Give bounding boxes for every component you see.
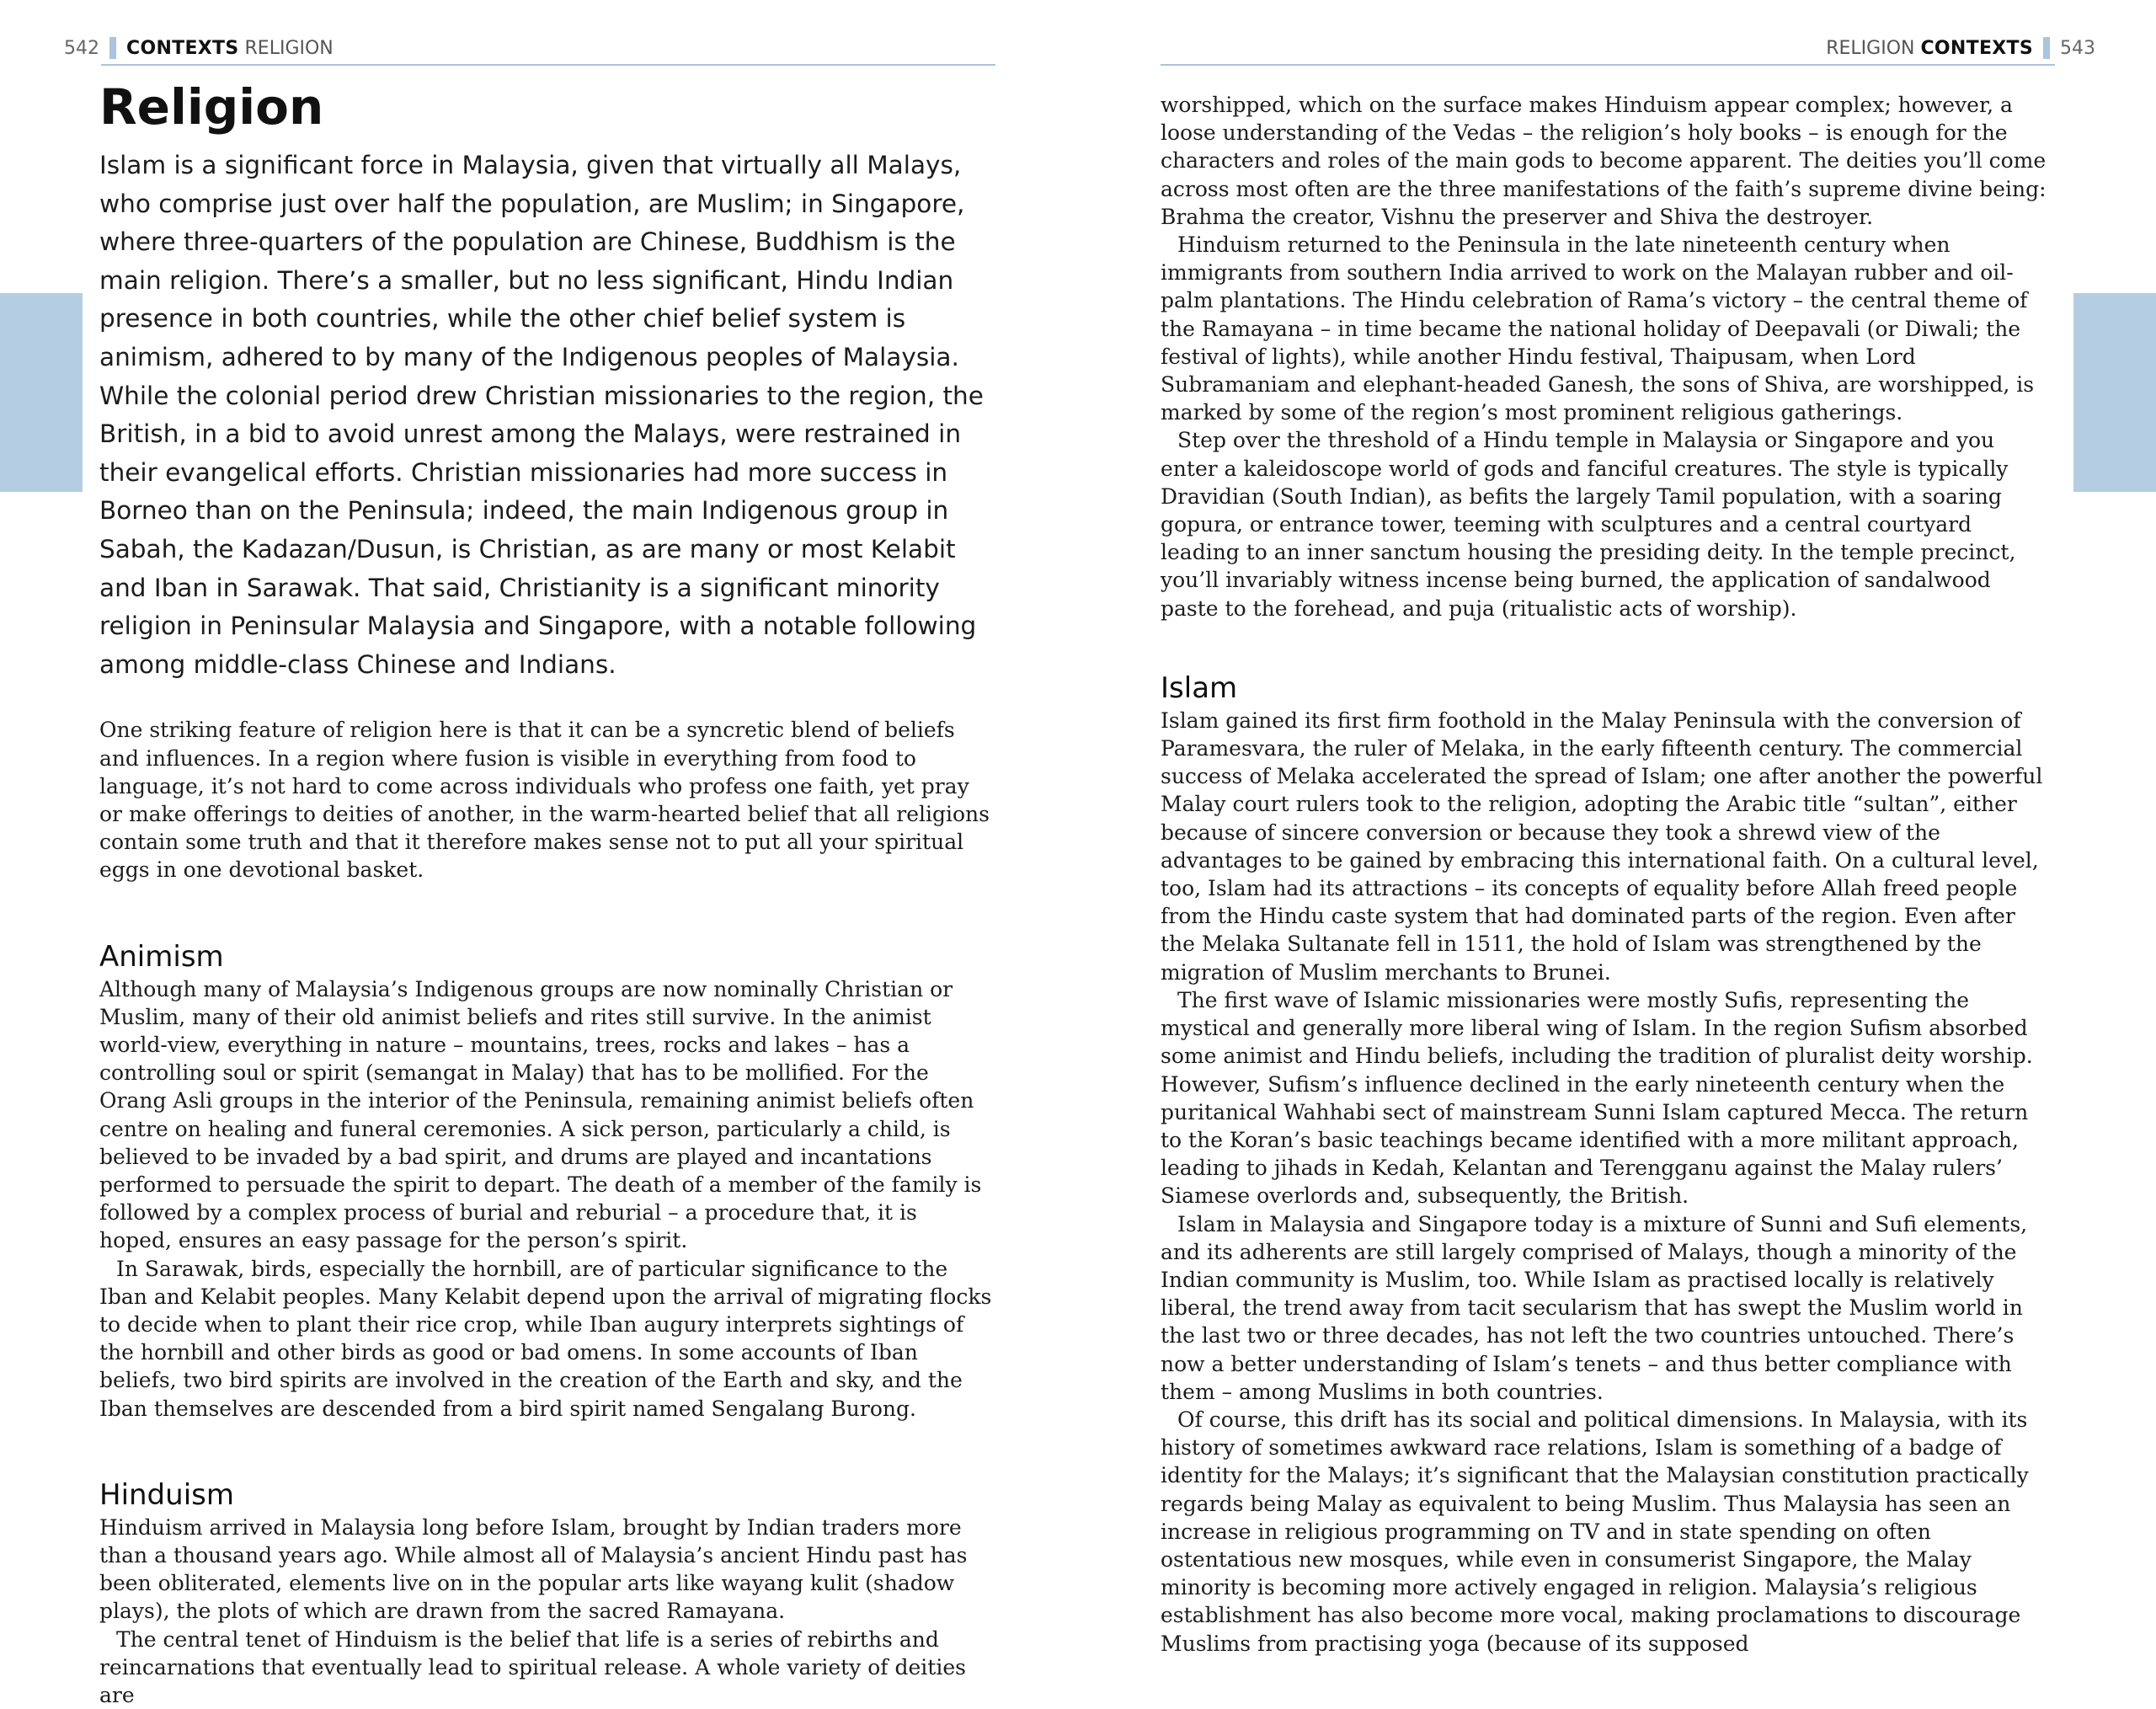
running-head-section: CONTEXTS <box>126 37 239 59</box>
hinduism-paragraph-1: Hinduism arrived in Malaysia long before Islam, brought by Indian traders more than a thousand years ago. While almost all of Malaysia’s ancient Hindu past has been obliterated, elements live on in the popular arts like wayang kulit (shadow plays), the plots of which are drawn from the sacred Ramayana. <box>99 1514 968 1624</box>
page-title: Religion <box>99 78 324 136</box>
islam-heading: Islam <box>1161 670 1238 705</box>
hinduism-paragraph-2: The central tenet of Hinduism is the belief that life is a series of rebirths and reincarnations that eventually lead to spiritual release. A whole variety of deities are <box>99 1626 966 1707</box>
hinduism-continued-paragraph-2: Hinduism returned to the Peninsula in the late nineteenth century when immigrants from southern India arrived to work on the Malayan rubber and oil-palm plantations. The Hindu celebration of Rama’s victory – the central theme of the Ramayana – in time became the national holiday of Deepavali (or Diwali; the festival of lights), while another Hindu festival, Thaipusam, when Lord Subramaniam and elephant-headed Ganesh, the sons of Shiva, are worshipped, is marked by some of the region’s most prominent religious gatherings. <box>1161 232 2035 425</box>
islam-paragraph-1: Islam gained its first firm foothold in the Malay Peninsula with the conversion of Paramesvara, the ruler of Melaka, in the early fifteenth century. The commercial success of Melaka accelerated the spread of Islam; one after another the powerful Malay court rulers took to the religion, adopting the Arabic title “sultan”, either because of sincere conversion or because they took a shrewd view of the advantages to be gained by embracing this international faith. On a cultural level, too, Islam had its attractions – its concepts of equality before Allah freed people from the Hindu caste system that had dominated parts of the region. Even after the Melaka Sultanate fell in 1511, the hold of Islam was strengthened by the migration of Muslim merchants to Brunei. <box>1161 708 2043 985</box>
animism-paragraph-2: In Sarawak, birds, especially the hornbill, are of particular significance to the Iban and Kelabit peoples. Many Kelabit depend upon the arrival of migrating flocks to decide when to plant their rice crop, while Iban augury interprets sightings of the hornbill and other birds as good or bad omens. In some accounts of Iban beliefs, two bird spirits are involved in the creation of the Earth and sky, and the Iban themselves are descended from a bird spirit named Sengalang Burong. <box>99 1256 992 1421</box>
animism-heading: Animism <box>99 939 224 974</box>
islam-paragraph-3: Islam in Malaysia and Singapore today is a mixture of Sunni and Sufi elements, and its adherents are still largely comprised of Malays, though a minority of the Indian community is Muslim, too. While Islam as practised locally is relatively liberal, the trend away from tacit secularism that has swept the Muslim world in the last two or three decades, has not left the two countries untouched. There’s now a better understanding of Islam’s tenets – and thus better compliance with them – among Muslims in both countries. <box>1161 1211 2028 1404</box>
running-head-bar <box>109 37 116 59</box>
left-column <box>99 79 992 1709</box>
hinduism-continued-paragraph-1: worshipped, which on the surface makes Hinduism appear complex; however, a loose understanding of the Vedas – the religion’s holy books – is enough for the characters and roles of the main gods to become apparent. The deities you’ll come across most often are the three manifestations of the faith’s supreme divine being: Brahma the creator, Vishnu the preserver and Shiva the destroyer. <box>1161 93 2047 229</box>
right-column <box>1161 91 2053 1658</box>
running-head-section-right: CONTEXTS <box>1920 37 2033 59</box>
islam-paragraph-4: Of course, this drift has its social and political dimensions. In Malaysia, with its history of sometimes awkward race relations, Islam is something of a badge of identity for the Malays; it’s significant that the Malaysian constitution practically regards being Malay as equivalent to being Muslim. Thus Malaysia has seen an increase in religious programming on TV and in state spending on often ostentatious new mosques, while even in consumerist Singapore, the Malay minority is becoming more actively engaged in religion. Malaysia’s religious establishment has also become more vocal, making proclamations to discourage Muslims from practising yoga (because of its supposed <box>1161 1407 2029 1656</box>
right-page <box>1078 0 2156 1655</box>
running-head-bar-right <box>2043 37 2050 59</box>
running-head-left <box>64 37 334 59</box>
intro-paragraph: Islam is a significant force in Malaysia, given that virtually all Malays, who comprise just over half the population, are Muslim; in Singapore, where three-quarters of the population are Chinese, Buddhism is the main religion. There’s a smaller, but no less significant, Hindu Indian presence in both countries, while the other chief belief system is animism, adhered to by many of the Indigenous peoples of Malaysia. While the colonial period drew Christian missionaries to the region, the British, in a bid to avoid unrest among the Malays, were restrained in their evangelical efforts. Christian missionaries had more success in Borneo than on the Peninsula; indeed, the main Indigenous group in Sabah, the Kadazan/Dusun, is Christian, as are many or most Kelabit and Iban in Sarawak. That said, Christianity is a significant minority religion in Peninsular Malaysia and Singapore, with a notable following among middle-class Chinese and Indians. <box>99 151 984 679</box>
left-page <box>0 0 1078 1707</box>
chapter-tab-right <box>2073 293 2156 492</box>
islam-paragraph-2: The first wave of Islamic missionaries were mostly Sufis, representing the mystical and generally more liberal wing of Islam. In the region Sufism absorbed some animist and Hindu beliefs, including the tradition of pluralist deity worship. However, Sufism’s influence declined in the early nineteenth century when the puritanical Wahhabi sect of mainstream Sunni Islam captured Mecca. The return to the Koran’s basic teachings became identified with a more militant approach, leading to jihads in Kedah, Kelantan and Terengganu against the Malay rulers’ Siamese overlords and, subsequently, the British. <box>1161 987 2033 1209</box>
running-head-right <box>1826 37 2095 59</box>
running-head-subsection-right: RELIGION <box>1826 37 1915 59</box>
running-head-subsection: RELIGION <box>244 37 334 59</box>
hinduism-continued-paragraph-3: Step over the threshold of a Hindu temple in Malaysia or Singapore and you enter a kaleidoscope world of gods and fanciful creatures. The style is typically Dravidian (South Indian), as befits the largely Tamil population, with a soaring gopura, or entrance tower, teeming with sculptures and a central courtyard leading to an inner sanctum housing the presiding deity. In the temple precinct, you’ll invariably witness incense being burned, the application of sandalwood paste to the forehead, and puja (ritualistic acts of worship). <box>1161 428 2016 621</box>
header-rule-left <box>101 64 995 66</box>
syncretic-paragraph: One striking feature of religion here is that it can be a syncretic blend of beliefs and influences. In a region where fusion is visible in everything from food to language, it’s not hard to come across individuals who profess one faith, yet pray or make offerings to deities of another, in the warm-hearted belief that all religions contain some truth and that it therefore makes sense not to put all your spiritual eggs in one devotional basket. <box>99 718 990 883</box>
chapter-tab-left <box>0 293 83 492</box>
page-number-left: 542 <box>64 37 99 59</box>
hinduism-heading: Hinduism <box>99 1477 234 1512</box>
animism-paragraph-1: Although many of Malaysia’s Indigenous groups are now nominally Christian or Muslim, many of their old animist beliefs and rites still survive. In the animist world-view, everything in nature – mountains, trees, rocks and lakes – has a controlling soul or spirit (semangat in Malay) that has to be mollified. For the Orang Asli groups in the interior of the Peninsula, remaining animist beliefs often centre on healing and funeral ceremonies. A sick person, particularly a child, is believed to be invaded by a bad spirit, and drums are played and incantations performed to persuade the spirit to depart. The death of a member of the family is followed by a complex process of burial and reburial – a procedure that, it is hoped, ensures an easy passage for the person’s spirit. <box>99 976 982 1253</box>
page-number-right: 543 <box>2060 37 2095 59</box>
header-rule-right <box>1161 64 2055 66</box>
